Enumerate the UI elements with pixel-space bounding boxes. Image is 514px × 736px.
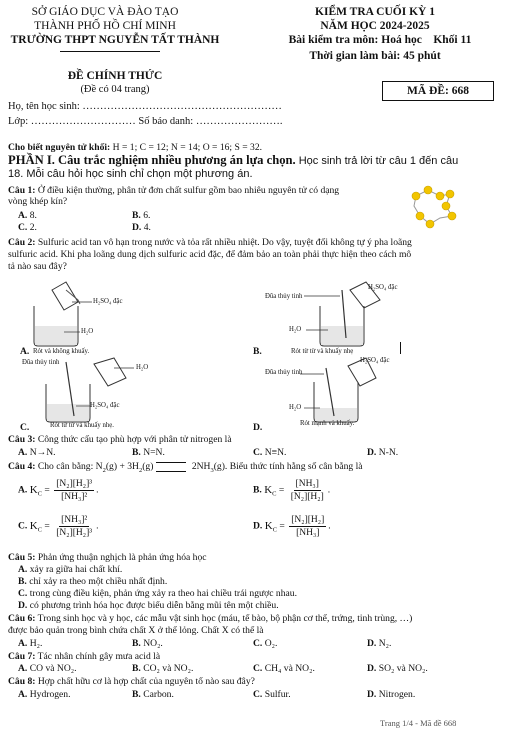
text-cursor: [400, 342, 401, 354]
q6-option-c[interactable]: C. O₂.: [253, 638, 278, 649]
q3-option-b[interactable]: B. N=N.: [132, 447, 165, 458]
q2-option-c[interactable]: C.: [20, 422, 30, 433]
fig-b-water-label: H₂O: [289, 326, 302, 333]
q7-stem: Câu 7: Tác nhân chính gây mưa acid là: [8, 651, 161, 662]
q8-option-c[interactable]: C. Sulfur.: [253, 689, 291, 700]
atomic-mass-line: Cho biết nguyên tử khối: H = 1; C = 12; N = 14; O = 16; S = 32.: [8, 142, 263, 153]
page-footer: Trang 1/4 - Mã đề 668: [380, 718, 457, 728]
q4-stem: Câu 4: Cho cân bằng: $N_2(g) + 3H_2(g)$ $2NH_3(g)$. Biểu thức tính hằng số cân bằng là: [8, 461, 363, 474]
q8-option-a[interactable]: A. Hydrogen.: [18, 689, 71, 700]
q3-option-c[interactable]: C. N≡N.: [253, 447, 287, 458]
sulfur-ring-image: [408, 186, 458, 230]
q4-option-d[interactable]: D. $K_C$ = $\frac{\text{[N₂][H₂]}}{\text{[NH₃]}}$ .: [253, 515, 331, 538]
q2-option-a[interactable]: A.: [20, 346, 30, 357]
fig-a-acid-label: H₂SO₄ đặc: [93, 298, 123, 305]
q1-option-c[interactable]: C. 2.: [18, 222, 37, 233]
class-id-line: Lớp: ………………………… Số báo danh: …………………….: [8, 116, 283, 127]
q7-option-c[interactable]: C. CH₄ và NO₂.: [253, 663, 315, 674]
q6-stem-1: Câu 6: Trong sinh học và y học, các mẫu vật sinh học (máu, tế bào, bộ phận cơ thể, trứng, tinh trùng, …): [8, 613, 413, 624]
q5-option-c[interactable]: C. trong cùng điều kiện, phản ứng xảy ra theo hai chiều trái ngược nhau.: [18, 588, 297, 599]
fig-d-water-label: H₂O: [289, 404, 302, 411]
q5-option-b[interactable]: B. chỉ xảy ra theo một chiều nhất định.: [18, 576, 168, 587]
department-line-2: THÀNH PHỐ HỒ CHÍ MINH: [34, 20, 176, 32]
q2-option-b[interactable]: B.: [253, 346, 262, 357]
fig-d-rod-label: Đũa thủy tinh: [265, 369, 303, 376]
fig-c-caption: Rót từ từ và khuấy nhẹ.: [50, 422, 114, 429]
q6-option-a[interactable]: A. H₂.: [18, 638, 43, 649]
department-line-1: SỞ GIÁO DỤC VÀ ĐÀO TẠO: [31, 6, 179, 18]
q6-option-b[interactable]: B. NO₂.: [132, 638, 163, 649]
q1-stem-1: Câu 1: Ở điều kiện thường, phân tử đơn chất sulfur gồm bao nhiêu nguyên tử có dạng: [8, 185, 340, 196]
q1-stem-2: vòng khép kín?: [8, 196, 68, 207]
school-year: NĂM HỌC 2024-2025: [320, 20, 430, 32]
q3-option-d[interactable]: D. N-N.: [367, 447, 399, 458]
q2-figure-c: [30, 360, 150, 424]
exam-code-box: MÃ ĐỀ: 668: [382, 81, 494, 101]
fig-c-water-label: H₂O: [136, 364, 149, 371]
q2-stem-1: Câu 2: Sulfuric acid tan vô hạn trong nước và tỏa rất nhiều nhiệt. Do vậy, tuyệt đối không tự ý pha loãng: [8, 237, 412, 248]
q4-option-b[interactable]: B. $K_C$ = $\frac{\text{[NH₃]}}{\text{[N₂][H₂]}}$ .: [253, 479, 331, 502]
fig-a-water-label: H₂O: [81, 328, 94, 335]
q4-option-c[interactable]: C. $K_C$ = $\frac{\text{[NH₃]²}}{\text{[N₂][H₂]³}}$ .: [18, 515, 99, 538]
time-line: Thời gian làm bài: 45 phút: [309, 50, 441, 62]
q2-stem-2: sulfuric acid. Khi pha loãng dung dịch sulfuric acid đặc, để đảm bảo an toàn phải thực hiện theo cách mô: [8, 249, 412, 260]
q7-option-a[interactable]: A. CO và NO₂.: [18, 663, 77, 674]
fig-c-rod-label: Đũa thủy tinh: [22, 359, 60, 366]
q8-option-d[interactable]: D. Nitrogen.: [367, 689, 416, 700]
q1-option-d[interactable]: D. 4.: [132, 222, 151, 233]
q2-stem-3: tả nào sau đây?: [8, 261, 67, 272]
q3-option-a[interactable]: A. N→N.: [18, 447, 56, 458]
q4-option-a[interactable]: A. $K_C$ = $\frac{\text{[N₂][H₂]³}}{\text{[NH₃]²}}$ .: [18, 479, 99, 502]
q1-option-a[interactable]: A. 8.: [18, 210, 37, 221]
fig-a-caption: Rót và không khuấy.: [33, 348, 90, 355]
q7-option-d[interactable]: D. SO₂ và NO₂.: [367, 663, 428, 674]
exam-title: KIỂM TRA CUỐI KỲ 1: [315, 6, 435, 18]
q5-stem: Câu 5: Phản ứng thuận nghịch là phản ứng hóa học: [8, 552, 207, 563]
q2-figure-b: [290, 286, 410, 350]
school-name: TRƯỜNG THPT NGUYỄN TẤT THÀNH: [10, 34, 220, 46]
fig-d-caption: Rót mạnh và khuấy.: [300, 420, 355, 427]
q3-stem: Câu 3: Công thức cấu tạo phù hợp với phân tử nitrogen là: [8, 434, 232, 445]
q8-option-b[interactable]: B. Carbon.: [132, 689, 174, 700]
q2-option-d[interactable]: D.: [253, 422, 263, 433]
q1-option-b[interactable]: B. 6.: [132, 210, 151, 221]
q7-option-b[interactable]: B. CO₂ và NO₂.: [132, 663, 194, 674]
q5-option-d[interactable]: D. có phương trình hóa học được biểu diễn bằng mũi tên một chiều.: [18, 600, 279, 611]
q8-stem: Câu 8: Hợp chất hữu cơ là hợp chất của nguyên tố nào sau đây?: [8, 676, 255, 687]
q5-option-a[interactable]: A. xảy ra giữa hai chất khí.: [18, 564, 123, 575]
fig-b-caption: Rót từ từ và khuấy nhẹ: [291, 348, 354, 355]
q2-figure-d: [290, 360, 410, 424]
q6-option-d[interactable]: D. N₂.: [367, 638, 392, 649]
part1-instruction: 18. Mỗi câu hỏi học sinh chỉ chọn một phương án.: [8, 168, 253, 180]
page-count: (Đề có 04 trang): [80, 84, 150, 95]
student-name-line: Họ, tên học sinh: …………………………………………………: [8, 101, 282, 112]
equilibrium-arrow-icon: [156, 462, 186, 472]
fig-c-acid-label: H₂SO₄ đặc: [90, 402, 120, 409]
q6-stem-2: được bảo quản trong bình chứa chất X ở thể lỏng. Chất X có thể là: [8, 625, 264, 636]
part1-heading: PHẦN I. Câu trắc nghiệm nhiều phương án lựa chọn. Học sinh trả lời từ câu 1 đến câu: [8, 153, 459, 167]
fig-d-acid-label: H₂SO₄ đặc: [360, 357, 390, 364]
school-underline: [60, 51, 160, 52]
fig-b-acid-label: H₂SO₄ đặc: [368, 284, 398, 291]
fig-b-rod-label: Đũa thủy tinh: [265, 293, 303, 300]
subject-line: Bài kiểm tra môn: Hoá học Khối 11: [288, 34, 472, 46]
official-label: ĐỀ CHÍNH THỨC: [67, 70, 163, 82]
q2-figure-a: [30, 288, 130, 348]
